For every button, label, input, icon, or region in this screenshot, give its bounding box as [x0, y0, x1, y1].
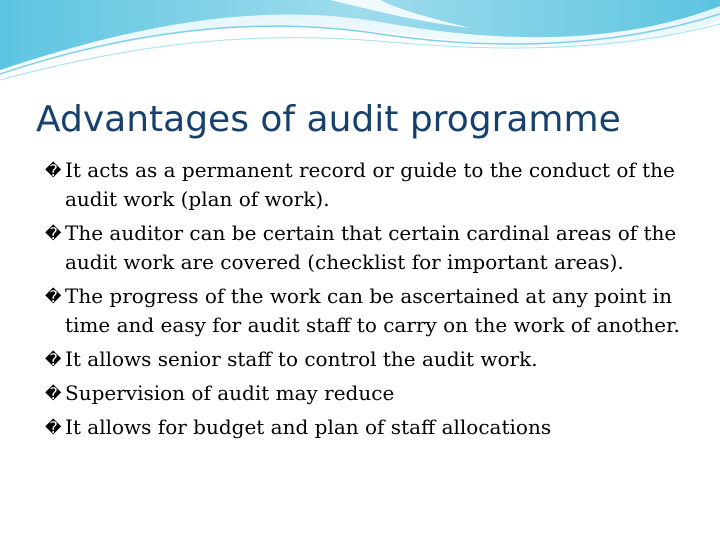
bullet-text: It acts as a permanent record or guide to the conduct of the audit work (plan of work). [65, 158, 675, 211]
bullet-marker-icon: � [45, 350, 62, 369]
bullet-text: Supervision of audit may reduce [65, 381, 395, 405]
bullet-item [45, 413, 685, 442]
bullet-marker-icon: � [45, 161, 62, 180]
bullet-list [45, 156, 685, 447]
bullet-text: It allows senior staff to control the audit work. [65, 347, 538, 371]
bullet-item [45, 219, 685, 277]
bullet-marker-icon: � [45, 224, 62, 243]
bullet-item [45, 379, 685, 408]
bullet-text: The progress of the work can be ascertained at any point in time and easy for audit staff to carry on the work of another. [65, 284, 680, 337]
wave-header-decoration [0, 0, 720, 90]
bullet-text: The auditor can be certain that certain cardinal areas of the audit work are covered (checklist for important areas). [65, 221, 677, 274]
bullet-marker-icon: � [45, 418, 62, 437]
bullet-marker-icon: � [45, 287, 62, 306]
bullet-marker-icon: � [45, 384, 62, 403]
bullet-item [45, 156, 685, 214]
bullet-item [45, 345, 685, 374]
bullet-text: It allows for budget and plan of staff allocations [65, 415, 552, 439]
slide-title: Advantages of audit programme [36, 99, 621, 140]
bullet-item [45, 282, 685, 340]
